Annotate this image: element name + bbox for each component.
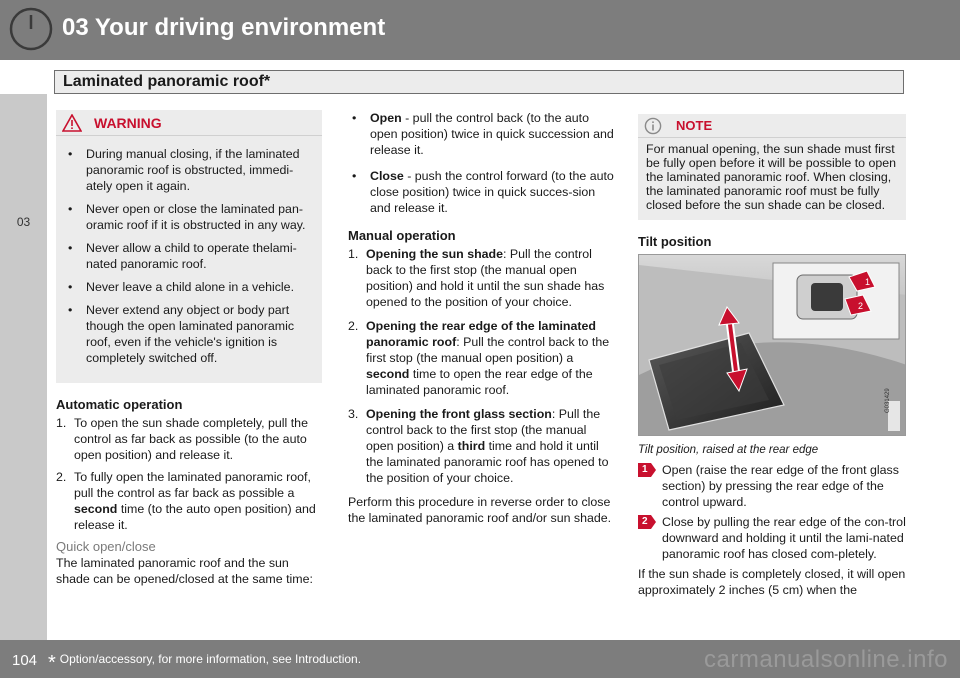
- step-emphasis: third: [457, 439, 486, 453]
- item-text: - push the control forward (to the auto close position) twice in quick succes-sion and release it.: [370, 169, 614, 215]
- section-title-box: [54, 70, 904, 94]
- step-number: 1.: [348, 247, 359, 261]
- warning-list: [56, 136, 322, 366]
- footnote: [48, 652, 361, 675]
- list-item: • Never leave a child alone in a vehicle.: [64, 279, 314, 295]
- reverse-procedure-text: Perform this procedure in reverse order to close the laminated panoramic roof and/or sun shade.: [348, 495, 612, 525]
- marker-number: 2: [642, 516, 648, 527]
- list-item: [348, 246, 616, 310]
- footnote-star: *: [48, 652, 56, 674]
- manual-operation-heading: Manual operation: [348, 228, 456, 243]
- automatic-steps: [56, 415, 322, 533]
- marker-number: 1: [642, 464, 648, 475]
- list-item: [638, 514, 906, 562]
- list-item: [348, 318, 616, 398]
- column-right: [638, 114, 906, 598]
- note-label: NOTE: [676, 117, 713, 133]
- warning-header: [56, 110, 322, 136]
- step-emphasis: second: [74, 502, 118, 516]
- page-footer-bar: [0, 640, 960, 678]
- note-header: [638, 114, 906, 138]
- step-text: time to open the rear edge of the laminated panoramic roof.: [366, 367, 593, 397]
- step-number: 2.: [348, 319, 359, 333]
- chapter-header-bar: [0, 0, 960, 60]
- list-item: [348, 168, 616, 216]
- step-number: 2.: [56, 470, 67, 484]
- note-text: For manual opening, the sun shade must first be fully open before it will be possible to open the laminated panoramic roof. When closing, the laminated panoramic roof must be fully closed before the sun shade can be closed.: [646, 142, 897, 212]
- list-item: [638, 462, 906, 510]
- step-number: 1.: [56, 416, 67, 430]
- item-text: - pull the control back (to the auto open position) twice in quick succession and release it.: [370, 111, 614, 157]
- quick-open-close-heading: Quick open/close: [56, 539, 156, 554]
- svg-text:2: 2: [858, 301, 864, 311]
- tilt-steps: [638, 462, 906, 562]
- svg-text:1: 1: [865, 277, 871, 287]
- step-text: time (to the auto open position) and release it.: [74, 502, 316, 532]
- tilt-position-illustration: [638, 254, 906, 436]
- section-title: Laminated panoramic roof*: [63, 73, 271, 90]
- marker-text: Close by pulling the rear edge of the con-trol downward and holding it until the lami-nated panoramic roof has closed com-pletely.: [662, 515, 906, 561]
- step-text: : Pull the control back to the first stop (the manual open position) and hold it until the sun shade has opened to the position of your choice.: [366, 247, 605, 309]
- open-close-list: [348, 110, 616, 216]
- info-icon: [644, 117, 662, 135]
- step-text: : Pull the control back to the first stop (the manual open position) a: [366, 335, 610, 365]
- page-number: 104: [12, 652, 38, 669]
- chapter-title: 03 Your driving environment: [62, 14, 386, 41]
- chapter-side-tab: [0, 94, 47, 640]
- item-emphasis: Close: [370, 169, 404, 183]
- list-item: • During manual closing, if the laminated panoramic roof is obstructed, immedi-ately open it again.: [64, 146, 314, 194]
- list-item: • Never open or close the laminated pan-oramic roof if it is obstructed in any way.: [64, 201, 314, 233]
- warning-box: [56, 110, 322, 383]
- tilt-followup-text: If the sun shade is completely closed, it will open approximately 2 inches (5 cm) when the: [638, 567, 906, 597]
- roof-illustration-icon: [639, 255, 906, 436]
- note-box: [638, 114, 906, 220]
- list-item: [56, 469, 322, 533]
- list-item: [348, 406, 616, 486]
- warning-triangle-icon: [62, 114, 82, 132]
- column-left: [56, 110, 322, 587]
- watermark: carmanualsonline.info: [704, 646, 948, 673]
- gauge-icon: [8, 6, 54, 52]
- marker-text: Open (raise the rear edge of the front glass section) by pressing the rear edge of the control upward.: [662, 463, 899, 509]
- step-emphasis: Opening the sun shade: [366, 247, 503, 261]
- step-number: 3.: [348, 407, 359, 421]
- item-emphasis: Open: [370, 111, 402, 125]
- list-item: • Never extend any object or body part though the open laminated panoramic roof, even if the vehicle's ignition is completely switched off.: [64, 302, 314, 366]
- footnote-text: Option/accessory, for more information, see Introduction.: [59, 652, 362, 666]
- step-emphasis: Opening the front glass section: [366, 407, 552, 421]
- automatic-operation-heading: Automatic operation: [56, 397, 183, 412]
- list-item: [56, 415, 322, 463]
- manual-steps: [348, 246, 616, 486]
- warning-label: WARNING: [94, 114, 162, 131]
- step-emphasis: Opening the rear edge of the laminated panoramic roof: [366, 319, 596, 349]
- column-middle: [348, 110, 616, 526]
- step-text: To fully open the laminated panoramic roof, pull the control as far back as possible a: [74, 470, 311, 500]
- tilt-position-heading: Tilt position: [638, 234, 712, 249]
- step-text: time and hold it until the laminated panoramic roof has opened to the position of your choice.: [366, 439, 609, 485]
- list-item: • Never allow a child to operate thelami-nated panoramic roof.: [64, 240, 314, 272]
- step-emphasis: second: [366, 367, 410, 381]
- step-text: To open the sun shade completely, pull the control as far back as possible (to the auto open position) and release it.: [74, 416, 308, 462]
- step-text: : Pull the control back to the first stop (the manual open position) a: [366, 407, 601, 453]
- figure-caption: Tilt position, raised at the rear edge: [638, 444, 819, 456]
- quick-open-close-text: The laminated panoramic roof and the sun shade can be opened/closed at the same time:: [56, 556, 313, 586]
- figure-code: G031429: [885, 388, 891, 413]
- list-item: [348, 110, 616, 158]
- side-tab-label: 03: [16, 215, 31, 229]
